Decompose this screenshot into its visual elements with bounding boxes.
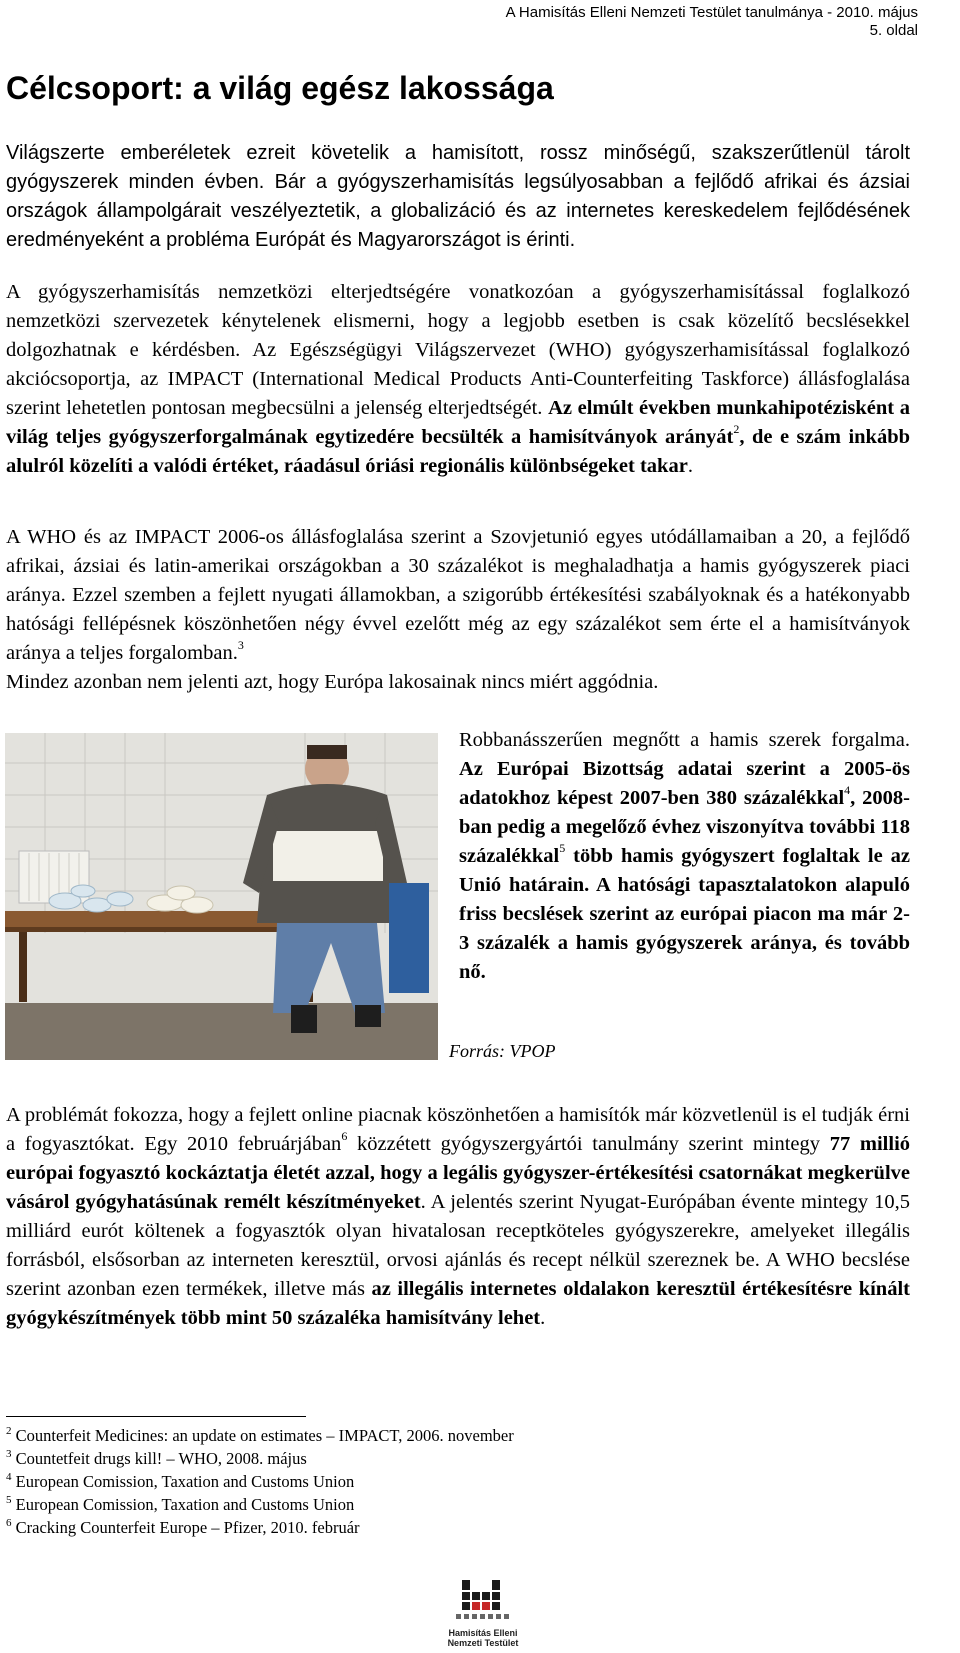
footnote-ref: 6: [341, 1129, 348, 1144]
photo-illustration: [5, 733, 438, 1060]
bold-statement: több hamis gyógyszert foglaltak le az Unió határain. A hatósági tapasztalatokon alapuló friss becslések szerint az európai piacon ma már 2-3 százalék a hamis gyógyszerek aránya, és tovább nő.: [459, 845, 910, 983]
customs-seizure-photo: [5, 733, 438, 1060]
footnotes-list: [6, 1424, 706, 1539]
footnote-ref: 5: [559, 841, 566, 856]
logo-text: Hamisítás Elleni Nemzeti Testület: [447, 1628, 519, 1648]
paragraph-text: A gyógyszerhamisítás nemzetközi elterjedtségére vonatkozóan a gyógyszerhamisítással foglalkozó nemzetközi szervezetek kénytelenek elismerni, hogy a legjobb esetben is csak közelítő becslésekkel dolgozhatnak e kérdésben. Az Egészségügyi Világszervezet (WHO) gyógyszerhamisítással foglalkozó akciócsoportja, az IMPACT (International Medical Products Anti-Counterfeiting Taskforce) állásfoglalása szerint lehetetlen pontosan megbecsülni a jelenség elterjedtségét.: [6, 281, 910, 419]
paragraph-text: A WHO és az IMPACT 2006-os állásfoglalása szerint a Szovjetunió egyes utódállamaiban a 20, a fejlődő afrikai, ázsiai és latin-amerikai országokban a 30 százalékot is meghaladhatja a hamis gyógyszerek piaci aránya. Ezzel szemben a fejlett nyugati államokban, a szigorúbb értékesítési szabályoknak és a hatékonyabb hatósági fellépésnek köszönhetően négy évvel ezelőtt még az egy százalékot sem érte el a hamisítványok aránya a teljes forgalomban.: [6, 526, 910, 664]
bold-statement: , de e szám inkább alulról közelíti a valódi értéket, ráadásul óriási regionális különbségeket takar: [6, 426, 910, 477]
photo-caption: Forrás: VPOP: [449, 1041, 556, 1061]
paragraph-who-impact: [6, 523, 910, 697]
page-header: [398, 4, 918, 40]
footnote-ref: 2: [733, 422, 740, 437]
footnote-ref: 4: [844, 783, 851, 798]
bold-statement: az illegális internetes oldalakon keresztül értékesítésre kínált gyógykészítmények több mint 50 százaléka hamisítvány lehet: [6, 1278, 910, 1329]
footnote: $^4$ European Comission, Taxation and Customs Union: [6, 1470, 355, 1491]
section-title: Célcsoport: a világ egész lakossága: [6, 70, 554, 106]
paragraph-prevalence: A gyógyszerhamisítás nemzetközi elterjedtségére vonatkozóan a gyógyszerhamisítással foglalkozó nemzetközi szervezetek kénytelenek elismerni, hogy a legjobb esetben is csak közelítő becslésekkel dolgozhatnak e kérdésben. Az Egészségügyi Világszervezet (WHO) gyógyszerhamisítással foglalkozó akciócsoportja, az IMPACT (International Medical Products Anti-Counterfeiting Taskforce) állásfoglalása szerint lehetetlen pontosan megbecsülni a jelenség elterjedtségét. Az elmúlt években munkahipotézisként a világ teljes gyógyszerforgalmának egytizedére becsülték a hamisítványok arányát$^2$, de e szám inkább alulról közelíti a valódi értéket, ráadásul óriási regionális különbségeket takar.: [6, 281, 910, 477]
paragraph-text: A problémát fokozza, hogy a fejlett online piacnak köszönhetően a hamisítók már közvetlenül is el tudják érni a fogyasztókat. Egy 2010 februárjában: [6, 1104, 910, 1155]
footnote-ref: 3: [237, 638, 244, 653]
page-number: 5. oldal: [869, 22, 918, 39]
paragraph-text: . A jelentés szerint Nyugat-Európában évente mintegy 10,5 milliárd eurót költenek a fogyasztók olyan hivatalosan receptköteles gyógyszerekre, amelyeket illegális forrásból, elsősorban az interneten keresztül, orvosi ajánlás és recept nélkül szereznek be. A WHO becslése szerint azonban ezen termékek, illetve más: [6, 1191, 911, 1300]
paragraph-text: Robbanásszerűen megnőtt a hamis szerek forgalma.: [459, 729, 910, 751]
bold-statement: Az Európai Bizottság adatai szerint a 2005-ös adatokhoz képest 2007-ben 380 százalékkal: [459, 758, 910, 809]
header-title: A Hamisítás Elleni Nemzeti Testület tanulmánya - 2010. május: [505, 4, 918, 21]
bold-statement: , 2008-ban pedig a megelőző évhez viszonyítva további 118 százalékkal: [459, 787, 910, 867]
intro-paragraph: Világszerte emberéletek ezreit követelik a hamisított, rossz minőségű, szakszerűtlenül tárolt gyógyszerek minden évben. Bár a gyógyszerhamisítás legsúlyosabban a fejlődő afrikai és ázsiai országok állampolgárait veszélyeztetik, a globalizáció és az internetes kereskedelem fejlődésének eredményeként a probléma Európát és Magyarországot is érinti.: [6, 142, 910, 251]
footnote: $^5$ European Comission, Taxation and Customs Union: [6, 1493, 355, 1514]
paragraph-eu-statistics: [459, 726, 910, 987]
footnote: $^6$ Cracking Counterfeit Europe – Pfizer, 2010. február: [6, 1516, 360, 1537]
footnote: $^2$ Counterfeit Medicines: an update on estimates – IMPACT, 2006. november: [6, 1424, 514, 1445]
bold-statement: 77 millió európai fogyasztó kockáztatja életét azzal, hogy a legális gyógyszer-értékesítési csatornákat megkerülve vásárol gyógyhatásúnak remélt készítményeket: [6, 1133, 911, 1213]
footnote-divider: [6, 1416, 306, 1417]
bold-statement: Az elmúlt években munkahipotézisként a világ teljes gyógyszerforgalmának egytizedére becsülték a hamisítványok arányát: [6, 397, 910, 448]
paragraph-text: közzétett gyógyszergyártói tanulmány szerint mintegy: [347, 1133, 830, 1155]
footnote: $^3$ Countetfeit drugs kill! – WHO, 2008. május: [6, 1447, 307, 1468]
paragraph-text: Mindez azonban nem jelenti azt, hogy Európa lakosainak nincs miért aggódnia.: [6, 671, 659, 693]
paragraph-online-market: A problémát fokozza, hogy a fejlett online piacnak köszönhetően a hamisítók már közvetlenül is el tudják érni a fogyasztókat. Egy 2010 februárjában$^6$ közzétett gyógyszergyártói tanulmány szerint mintegy 77 millió európai fogyasztó kockáztatja életét azzal, hogy a legális gyógyszer-értékesítési csatornákat megkerülve vásárol gyógyhatásúnak remélt készítményeket. A jelentés szerint Nyugat-Európában évente mintegy 10,5 milliárd eurót költenek a fogyasztók olyan hivatalosan receptköteles gyógyszerekre, amelyeket illegális forrásból, elsősorban az interneten keresztül, orvosi ajánlás és recept nélkül szereznek be. A WHO becslése szerint azonban ezen termékek, illetve más az illegális internetes oldalakon keresztül értékesítésre kínált gyógykészítmények több mint 50 százaléka hamisítvány lehet.: [6, 1104, 911, 1329]
